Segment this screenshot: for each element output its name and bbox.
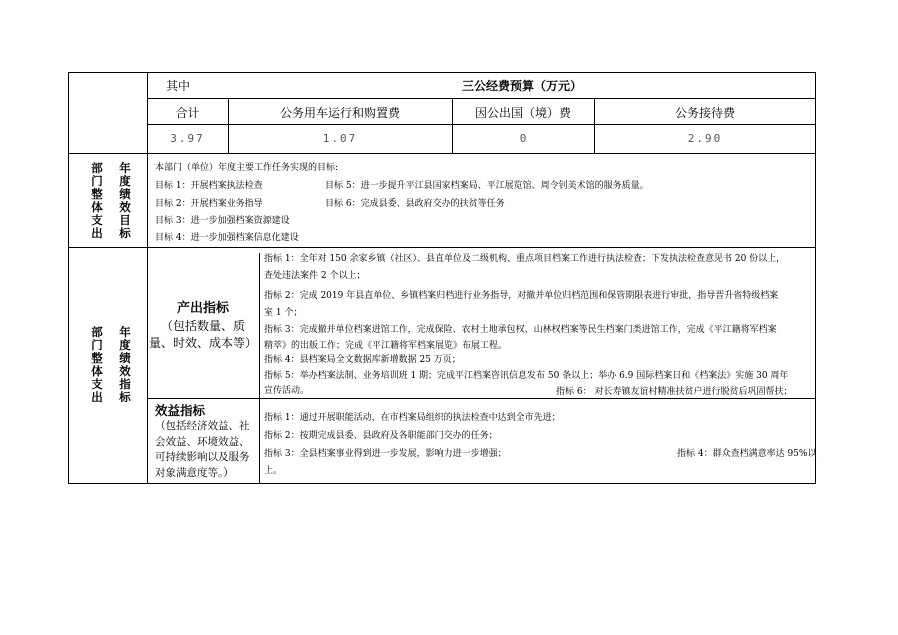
budget-value-total: 3.97: [170, 132, 205, 145]
output-indicator-line: 指标 1：全年对 150 余家乡镇（社区）、县直单位及二级机构、重点项目档案工作进行执法检查；下发执法检查意见书 20 份以上，: [264, 254, 786, 264]
output-category: 产出指标 （包括数量、质 量、时效、成本等）: [148, 301, 257, 350]
goal-item: 目标 1：开展档案执法检查: [155, 181, 263, 191]
goals-label-col1: 部 门 整 体 支 出: [91, 161, 103, 240]
output-indicator-line: 指标 3：完成撤并单位档案进馆工作，完成保险、农村土地承包权、山林权档案等民生档案门类进馆工作，完成《平江籍将军档案: [264, 325, 777, 335]
goal-item: 目标 6：完成县委、县政府交办的扶贫等任务: [325, 199, 505, 209]
benefit-indicator-line: 指标 2：按期完成县委、县政府及各职能部门交办的任务；: [264, 431, 498, 441]
budget-header-reception: 公务接待费: [674, 106, 735, 120]
rule-indicator-col: [259, 253, 260, 484]
output-indicator-line: 宣传活动。: [264, 386, 310, 396]
benefit-indicator-line: 指标 3：全县档案事业得到进一步发展，影响力进一步增强；: [264, 449, 507, 459]
goal-item: 目标 5：进一步提升平江县国家档案局、平江展览馆、周令钊美术馆的服务质量。: [325, 181, 649, 191]
benefit-indicator-line: 指标 1：通过开展职能活动，在市档案局组织的执法检查中达到全市先进；: [264, 413, 561, 423]
goal-item: 目标 4：进一步加强档案信息化建设: [155, 233, 299, 243]
budget-value-abroad: 0: [519, 132, 527, 145]
output-indicator-line: 指标 6： 对长寿镇友谊村精准扶贫户进行脱贫后巩固帮扶；: [556, 387, 793, 397]
budget-header-vehicle: 公务用车运行和购置费: [279, 106, 400, 120]
output-indicator-line: 指标 4：县档案局全文数据库新增数据 25 万页；: [264, 355, 461, 365]
budget-value-reception: 2.90: [687, 132, 723, 145]
benefit-category: 效益指标 （包括经济效益、社 会效益、环境效益、 可持续影响以及服务 对象满意度等。）: [155, 403, 259, 481]
output-indicator-line: 指标 2：完成 2019 年县直单位、乡镇档案归档进行业务指导，对撤并单位归档范围和保管期限表进行审批，指导晋升省特级档案: [264, 291, 779, 301]
benefit-indicator-line: 上。: [264, 466, 283, 476]
rule-budget-bottom: [68, 153, 816, 154]
output-indicator-line: 精萃》的出版工作；完成《平江籍将军档案展览》布展工程。: [264, 341, 508, 351]
budget-value-vehicle: 1.07: [322, 132, 358, 145]
goal-item: 目标 2：开展档案业务指导: [155, 199, 263, 209]
goal-item: 目标 3：进一步加强档案资源建设: [155, 216, 290, 226]
indicators-label-col1: 部 门 整 体 支 出: [91, 325, 103, 404]
rule-budget-title: [147, 98, 815, 99]
benefit-title: 效益指标: [155, 403, 206, 418]
output-indicator-line: 查处违法案件 2 个以上；: [264, 271, 366, 281]
output-indicator-line: 室 1 个；: [264, 308, 303, 318]
budget-title: 三公经费预算（万元）: [461, 79, 582, 93]
rule-budget-headers: [147, 124, 815, 125]
output-title: 产出指标: [176, 301, 229, 316]
goals-intro: 本部门（单位）年度主要工作任务实现的目标:: [155, 163, 339, 173]
output-indicator-line: 指标 5：举办档案法制、业务培训班 1 期；完成平江档案咨讯信息发布 50 条以上；举办 6.9 国际档案日和《档案法》实施 30 周年: [264, 371, 789, 381]
budget-header-abroad: 因公出国（境）费: [474, 106, 571, 120]
benefit-indicator-line: 指标 4：群众查档满意率达 95%以: [677, 449, 817, 459]
budget-qizhong: 其中: [166, 79, 191, 93]
budget-header-total: 合计: [175, 106, 200, 120]
goals-label-col2: 年 度 绩 效 目 标: [119, 161, 131, 240]
indicators-label-col2: 年 度 绩 效 指 标: [119, 325, 131, 404]
